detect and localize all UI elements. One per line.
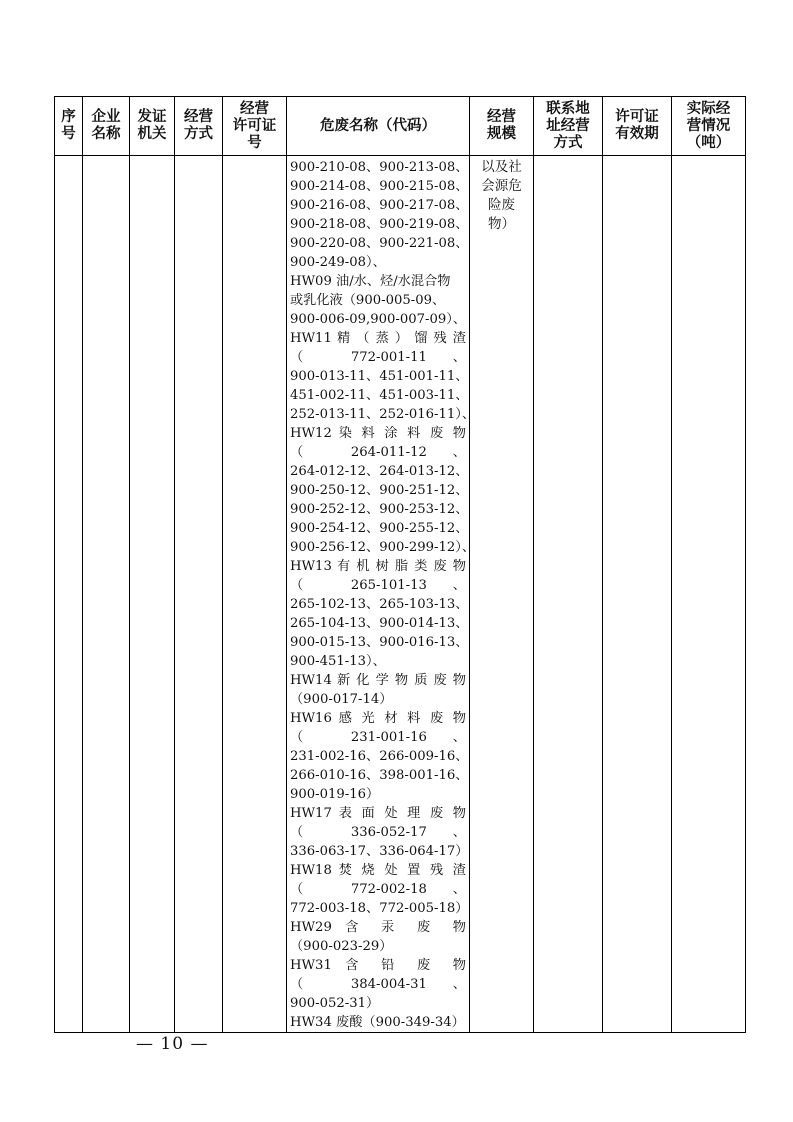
waste-code-line: 772-003-18、772-005-18）	[290, 901, 469, 916]
cell-seq	[55, 156, 83, 1033]
waste-code-line: 336-063-17、336-064-17）	[290, 844, 469, 859]
waste-code-line: 451-002-11、451-003-11、	[290, 388, 469, 403]
waste-code-line: HW09 油/水、烃/水混合物	[290, 274, 451, 289]
waste-code-line: HW16 感 光 材 料 废 物	[290, 711, 466, 726]
header-seq-text: 序 号	[61, 109, 76, 142]
cell-actual	[672, 156, 746, 1033]
scale-line: 险废	[488, 197, 515, 213]
cell-address	[534, 156, 603, 1033]
cell-mode	[175, 156, 223, 1033]
waste-code-line: 900-250-12、900-251-12、	[290, 483, 469, 498]
waste-code-line: 264-012-12、264-013-12、	[290, 464, 469, 479]
waste-code-line: 252-013-11、252-016-11）、	[290, 407, 476, 422]
header-actual-text: 实际经 营情况 （吨）	[686, 100, 731, 151]
header-scale-text: 经营 规模	[487, 109, 516, 142]
header-validity	[603, 97, 672, 156]
waste-code-line: （ 772-002-18 、	[290, 882, 466, 897]
header-company-text: 企业 名称	[91, 109, 121, 142]
waste-code-line: 900-220-08、900-221-08、	[290, 236, 469, 251]
waste-code-line: （ 336-052-17 、	[290, 825, 466, 840]
waste-code-line: （ 772-001-11 、	[290, 350, 466, 365]
waste-code-line: 900-019-16）	[290, 787, 380, 802]
header-company	[83, 97, 130, 156]
scale-line: 以及社	[481, 159, 522, 175]
waste-code-line: （ 231-001-16 、	[290, 730, 466, 745]
header-waste-name-text: 危废名称（代码）	[320, 117, 436, 134]
waste-code-line: HW18 焚 烧 处 置 残 渣	[290, 863, 466, 878]
waste-code-line: HW11 精 （ 蒸 ） 馏 残 渣	[290, 331, 466, 346]
table-header-row	[55, 97, 746, 156]
waste-code-line: 900-254-12、900-255-12、	[290, 521, 469, 536]
waste-code-line: （900-023-29）	[290, 939, 393, 954]
waste-code-line: HW29 含 汞 废 物	[290, 920, 466, 935]
waste-code-list	[287, 156, 476, 1032]
license-table	[54, 96, 746, 1033]
waste-code-line: HW31 含 铅 废 物	[290, 958, 466, 973]
waste-code-line: 266-010-16、398-001-16、	[290, 768, 469, 783]
waste-code-line: 231-002-16、266-009-16、	[290, 749, 469, 764]
waste-code-line: HW13 有 机 树 脂 类 废 物	[290, 559, 466, 574]
cell-issuer	[130, 156, 175, 1033]
waste-code-line: 900-214-08、900-215-08、	[290, 179, 469, 194]
waste-code-line: 或乳化液（900-005-09、	[290, 293, 446, 308]
header-validity-text: 许可证 有效期	[615, 109, 659, 142]
waste-code-line: 900-218-08、900-219-08、	[290, 217, 469, 232]
waste-code-line: HW12 染 料 涂 料 废 物	[290, 426, 466, 441]
waste-code-line: （ 264-011-12 、	[290, 445, 466, 460]
header-seq	[55, 97, 83, 156]
header-license-no	[223, 97, 287, 156]
cell-license-no	[223, 156, 287, 1033]
page-number: — 10 —	[136, 1034, 209, 1054]
scale-text	[470, 156, 533, 234]
waste-code-line: 900-249-08）、	[290, 255, 386, 270]
waste-code-line: 265-104-13、900-014-13、	[290, 616, 469, 631]
scale-line: 物）	[488, 216, 515, 232]
header-mode-text: 经营 方式	[184, 109, 213, 142]
cell-scale	[470, 156, 534, 1033]
waste-code-line: HW17 表 面 处 理 废 物	[290, 806, 466, 821]
waste-code-line: HW34 废酸（900-349-34）	[290, 1015, 465, 1030]
waste-code-line: （ 265-101-13 、	[290, 578, 466, 593]
waste-code-line: HW14 新 化 学 物 质 废 物	[290, 673, 466, 688]
waste-code-line: 900-256-12、900-299-12）、	[290, 540, 476, 555]
waste-code-line: 265-102-13、265-103-13、	[290, 597, 469, 612]
waste-code-line: 900-210-08、900-213-08、	[290, 160, 469, 175]
waste-code-line: 900-252-12、900-253-12、	[290, 502, 469, 517]
cell-validity	[603, 156, 672, 1033]
waste-code-line: 900-451-13）、	[290, 654, 386, 669]
header-scale	[470, 97, 534, 156]
cell-waste-name	[287, 156, 476, 1033]
header-mode	[175, 97, 223, 156]
header-issuer-text: 发证 机关	[137, 109, 167, 142]
header-actual	[672, 97, 746, 156]
waste-code-line: 900-015-13、900-016-13、	[290, 635, 469, 650]
header-waste-name	[287, 97, 470, 156]
waste-code-line: 900-006-09,900-007-09）、	[290, 312, 467, 327]
waste-code-line: 900-013-11、451-001-11、	[290, 369, 469, 384]
table-row	[55, 156, 746, 1033]
waste-code-line: 900-216-08、900-217-08、	[290, 198, 469, 213]
waste-code-line: （ 384-004-31 、	[290, 977, 466, 992]
waste-code-line: （900-017-14）	[290, 692, 393, 707]
header-issuer	[130, 97, 175, 156]
cell-company	[83, 156, 130, 1033]
scale-line: 会源危	[481, 178, 522, 194]
header-address-text: 联系地 址经营 方式	[546, 100, 590, 151]
header-address	[534, 97, 603, 156]
header-license-no-text: 经营 许可证 号	[232, 100, 277, 151]
waste-code-line: 900-052-31）	[290, 996, 380, 1011]
